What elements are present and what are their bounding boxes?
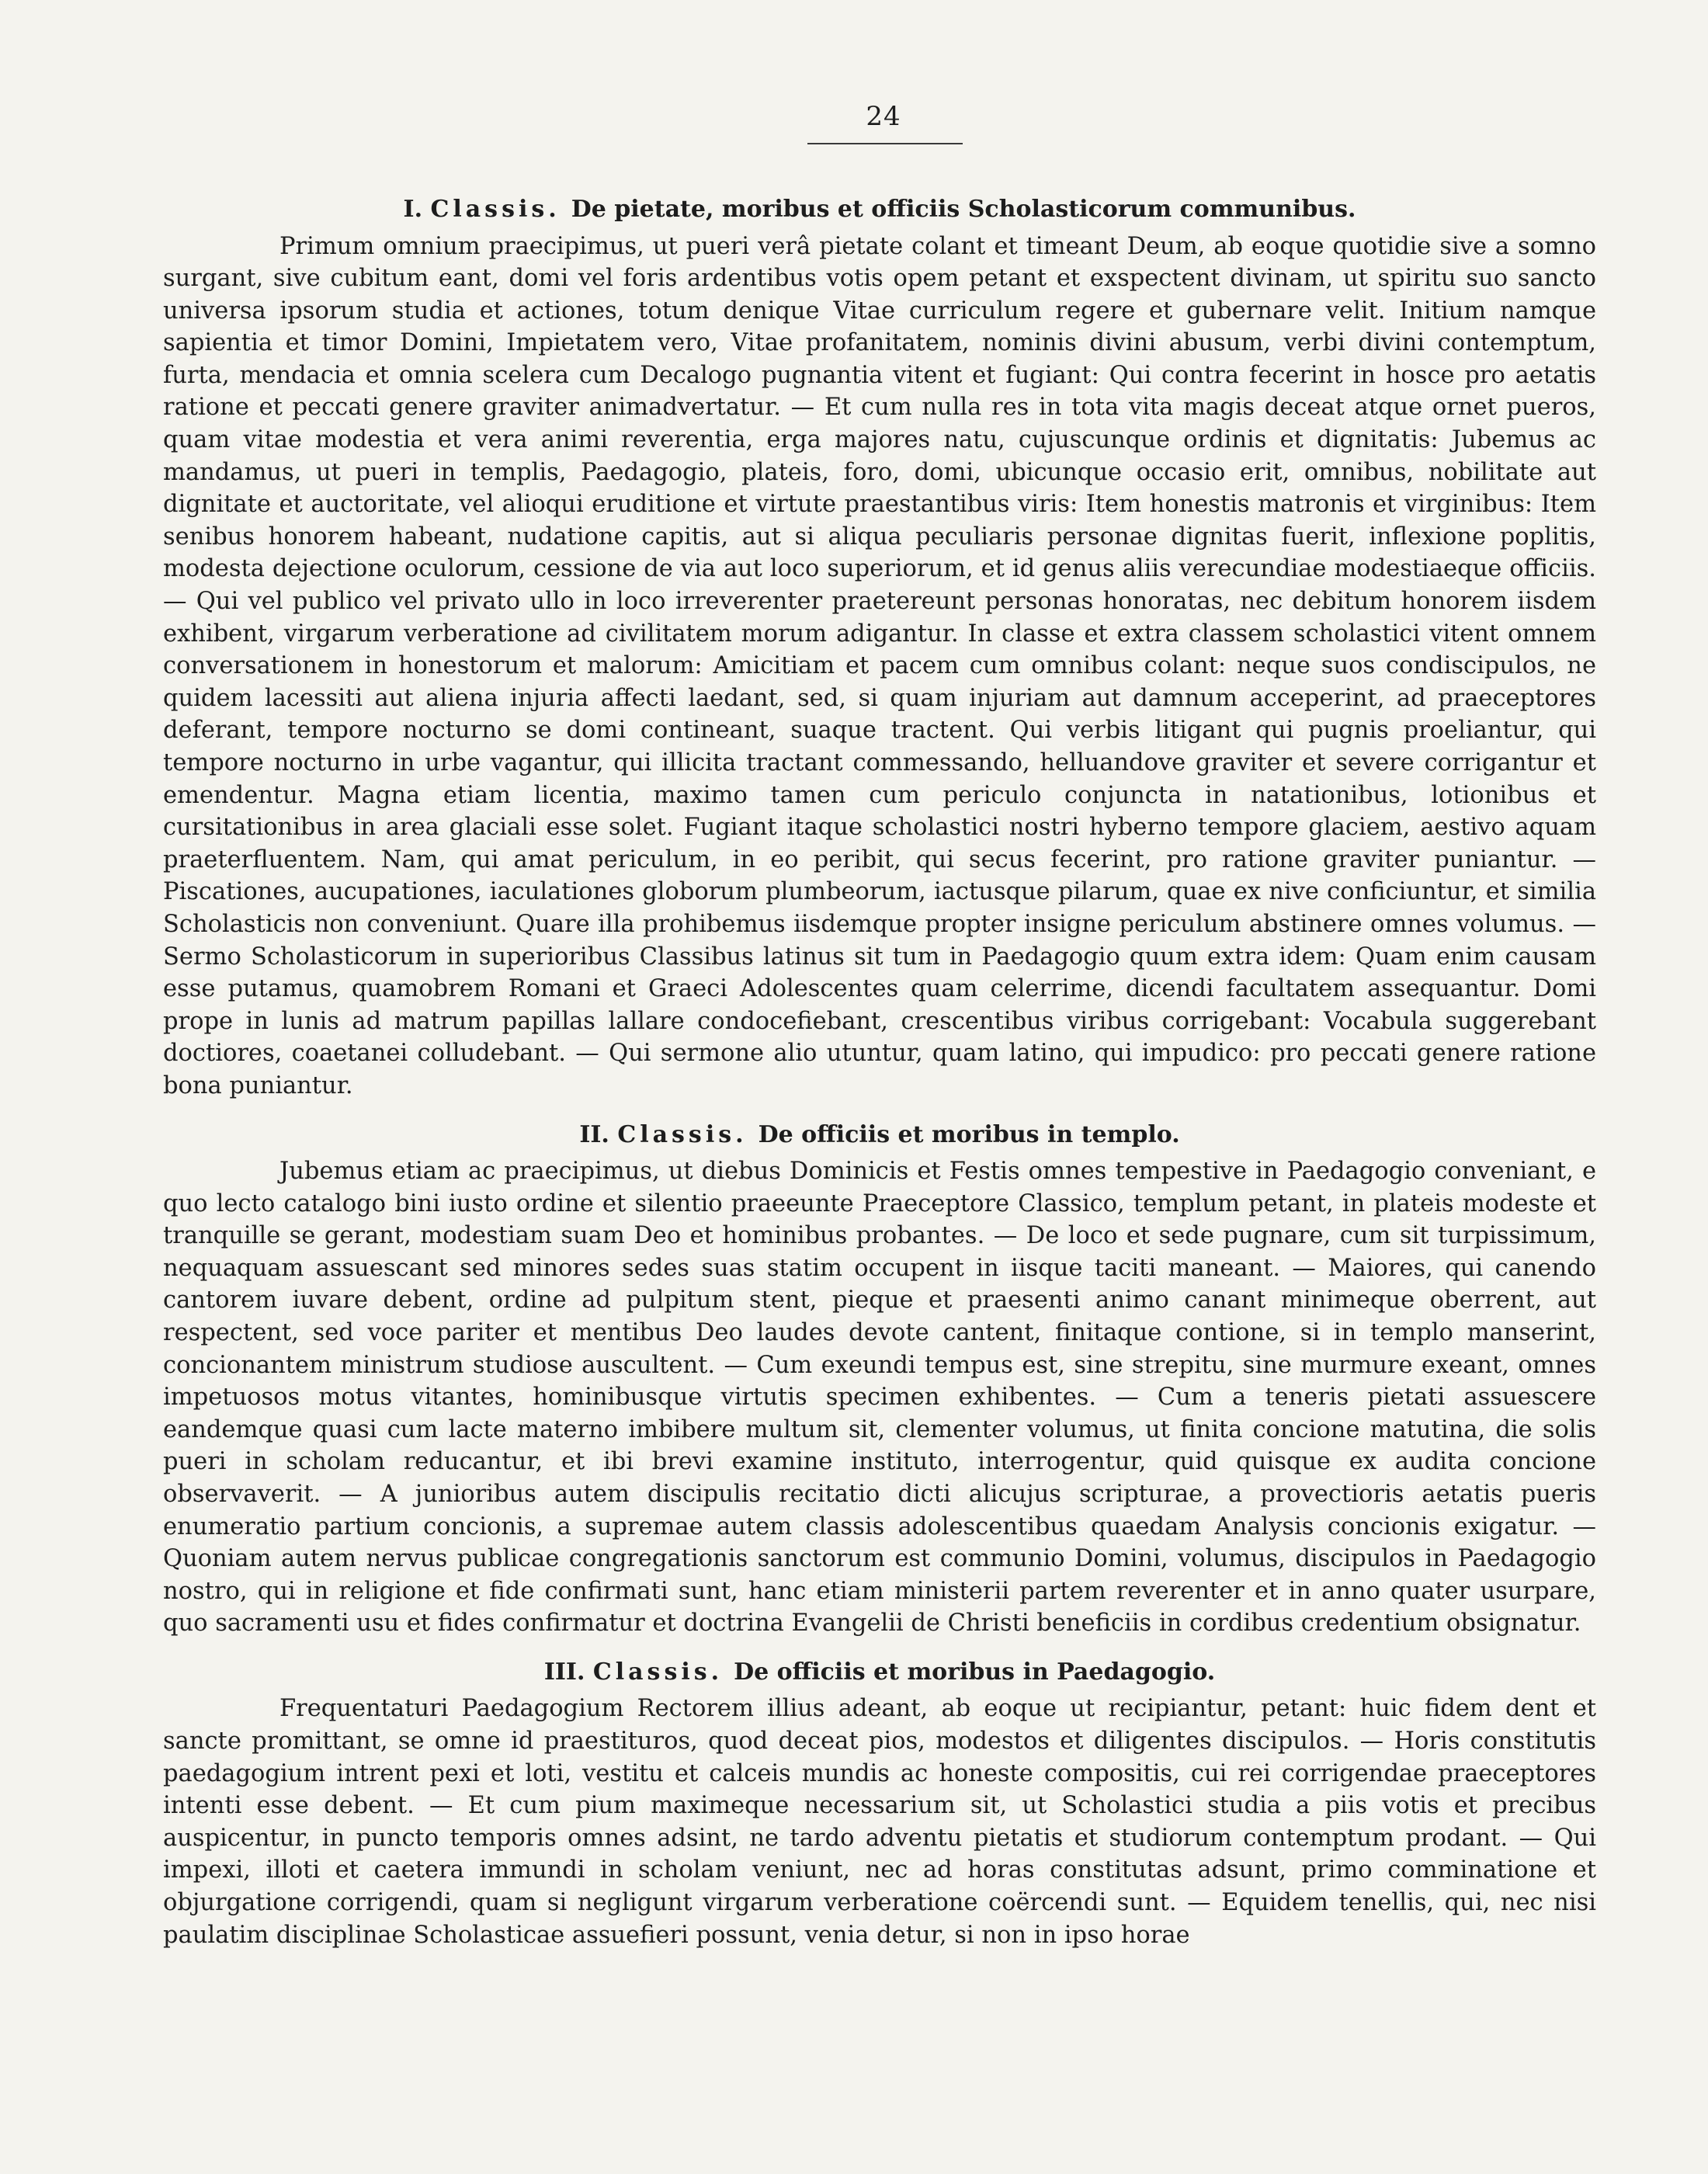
section-title: De officiis et moribus in Paedagogio. xyxy=(734,1658,1216,1686)
page-content xyxy=(163,194,1596,1968)
section-classis-2 xyxy=(163,1120,1596,1640)
page-number-rule xyxy=(807,143,963,144)
section-title: De pietate, moribus et officiis Scholasticorum communibus. xyxy=(571,196,1356,223)
section-classis-1 xyxy=(163,194,1596,1103)
section-body: Primum omnium praecipimus, ut pueri verâ pietate colant et timeant Deum, ab eoque quotidie sive a somno surgant, sive cubitum eant, domi vel foris ardentibus votis opem petant et exspectent divinam, ut spiritu suo sancto universa ipsorum studia et actiones, totum denique Vitae curriculum regere et gubernare velit. Initium namque sapientia et timor Domini, Impietatem vero, Vitae profanitatem, nominis divini abusum, verbi divini contemptum, furta, mendacia et omnia scelera cum Decalogo pugnantia vitent et fugiant: Qui contra fecerint in hosce pro aetatis ratione et peccati genere graviter animadvertatur. — Et cum nulla res in tota vita magis deceat atque ornet pueros, quam vitae modestia et vera animi reverentia, erga majores natu, cujuscunque ordinis et dignitatis: Jubemus ac mandamus, ut pueri in templis, Paedagogio, plateis, foro, domi, ubicunque occasio erit, omnibus, nobilitate aut dignitate et auctoritate, vel alioqui eruditione et virtute praestantibus viris: Item honestis matronis et virginibus: Item senibus honorem habeant, nudatione capitis, aut si aliqua peculiaris personae dignitas fuerit, inflexione poplitis, modesta dejectione oculorum, cessione de via aut loco superiorum, et id genus aliis verecundiae modestiaeque officiis. — Qui vel publico vel privato ullo in loco irreverenter praetereunt personas honoratas, nec debitum honorem iisdem exhibent, virgarum verberatione ad civilitatem morum adigantur. In classe et extra classem scholastici vitent omnem conversationem in honestorum et malorum: Amicitiam et pacem cum omnibus colant: neque suos condiscipulos, ne quidem lacessiti aut aliena injuria affecti laedant, sed, si quam injuriam aut damnum acceperint, ad praeceptores deferant, tempore nocturno se domi contineant, suaque tractent. Qui verbis litigant qui pugnis proeliantur, qui tempore nocturno in urbe vagantur, qui illicita tractant commessando, helluandove graviter et severe corrigantur et emendentur. Magna etiam licentia, maximo tamen cum periculo conjuncta in natationibus, lotionibus et cursitationibus in area glaciali esse solet. Fugiant itaque scholastici nostri hyberno tempore glaciem, aestivo aquam praeterfluentem. Nam, qui amat periculum, in eo peribit, qui secus fecerint, pro ratione graviter puniantur. — Piscationes, aucupationes, iaculationes globorum plumbeorum, iactusque pilarum, quae ex nive conficiuntur, et similia Scholasticis non conveniunt. Quare illa prohibemus iisdemque propter insigne periculum abstinere omnes volumus. — Sermo Scholasticorum in superioribus Classibus latinus sit tum in Paedagogio quum extra idem: Quam enim causam esse putamus, quamobrem Romani et Graeci Adolescentes quam celerrime, dicendi facultatem assequantur. Domi prope in lunis ad matrum papillas lallare condocefiebant, crescentibus viribus corrigebant: Vocabula suggerebant doctiores, coaetanei colludebant. — Qui sermone alio utuntur, quam latino, qui impudico: pro peccati genere ratione bona puniantur. xyxy=(163,232,1596,1099)
section-numeral: I. xyxy=(403,196,423,223)
section-body: Jubemus etiam ac praecipimus, ut diebus Dominicis et Festis omnes tempestive in Paedagogio conveniant, e quo lecto catalogo bini iusto ordine et silentio praeeunte Praeceptore Classico, templum petant, in plateis modeste et tranquille se gerant, modestiam suam Deo et hominibus probantes. — De loco et sede pugnare, cum sit turpissimum, nequaquam assuescant sed minores sedes suas statim occupent in iisque taciti maneant. — Maiores, qui canendo cantorem iuvare debent, ordine ad pulpitum stent, pieque et praesenti animo canant minimeque oberrent, aut respectent, sed voce pariter et mentibus Deo laudes devote cantent, finitaque contione, si in templo manserint, concionantem ministrum studiose auscultent. — Cum exeundi tempus est, sine strepitu, sine murmure exeant, omnes impetuosos motus vitantes, hominibusque virtutis specimen exhibentes. — Cum a teneris pietati assuescere eandemque quasi cum lacte materno imbibere multum sit, clementer volumus, ut finita concione matutina, die solis pueri in scholam reducantur, et ibi brevi examine instituto, interrogentur, quid quisque ex audita concione observaverit. — A junioribus autem discipulis recitatio dicti alicujus scripturae, a provectioris aetatis pueris enumeratio partium concionis, a supremae autem classis adolescentibus quaedam Analysis concionis exigatur. — Quoniam autem nervus publicae congregationis sanctorum est communio Domini, volumus, discipulos in Paedagogio nostro, qui in religione et fide confirmati sunt, hanc etiam ministerii partem reverenter et in anno quater usurpare, quo sacramenti usu et fides confirmatur et doctrina Evangelii de Christi beneficiis in cordibus credentium obsignatur. xyxy=(163,1158,1596,1637)
section-classis-3 xyxy=(163,1657,1596,1951)
section-numeral: III. xyxy=(543,1658,585,1686)
page-number: 24 xyxy=(866,101,901,132)
section-numeral: II. xyxy=(579,1120,609,1148)
section-heading xyxy=(163,1657,1596,1689)
section-title: De officiis et moribus in templo. xyxy=(758,1120,1180,1148)
section-label: Classis. xyxy=(592,1658,724,1686)
section-heading xyxy=(163,1120,1596,1151)
section-label: Classis. xyxy=(617,1120,748,1148)
section-body: Frequentaturi Paedagogium Rectorem illius adeant, ab eoque ut recipiantur, petant: huic fidem dent et sancte promittant, se omne id praestituros, quod deceat pios, modestos et diligentes discipulos. — Horis constitutis paedagogium intrent pexi et loti, vestitu et calceis mundis ac honeste compositis, cui rei corrigendae praeceptores intenti esse debent. — Et cum pium maximeque necessarium sit, ut Scholastici studia a piis votis et precibus auspicentur, in puncto temporis omnes adsint, ne tardo adventu pietatis et studiorum contemptum prodant. — Qui impexi, illoti et caetera immundi in scholam veniunt, nec ad horas constitutas adsunt, primo comminatione et objurgatione corrigendi, quam si negligunt virgarum verberatione coërcendi sunt. — Equidem tenellis, qui, nec nisi paulatim disciplinae Scholasticae assuefieri possunt, venia detur, si non in ipso horae xyxy=(163,1695,1596,1949)
section-label: Classis. xyxy=(430,196,561,223)
section-heading xyxy=(163,194,1596,226)
